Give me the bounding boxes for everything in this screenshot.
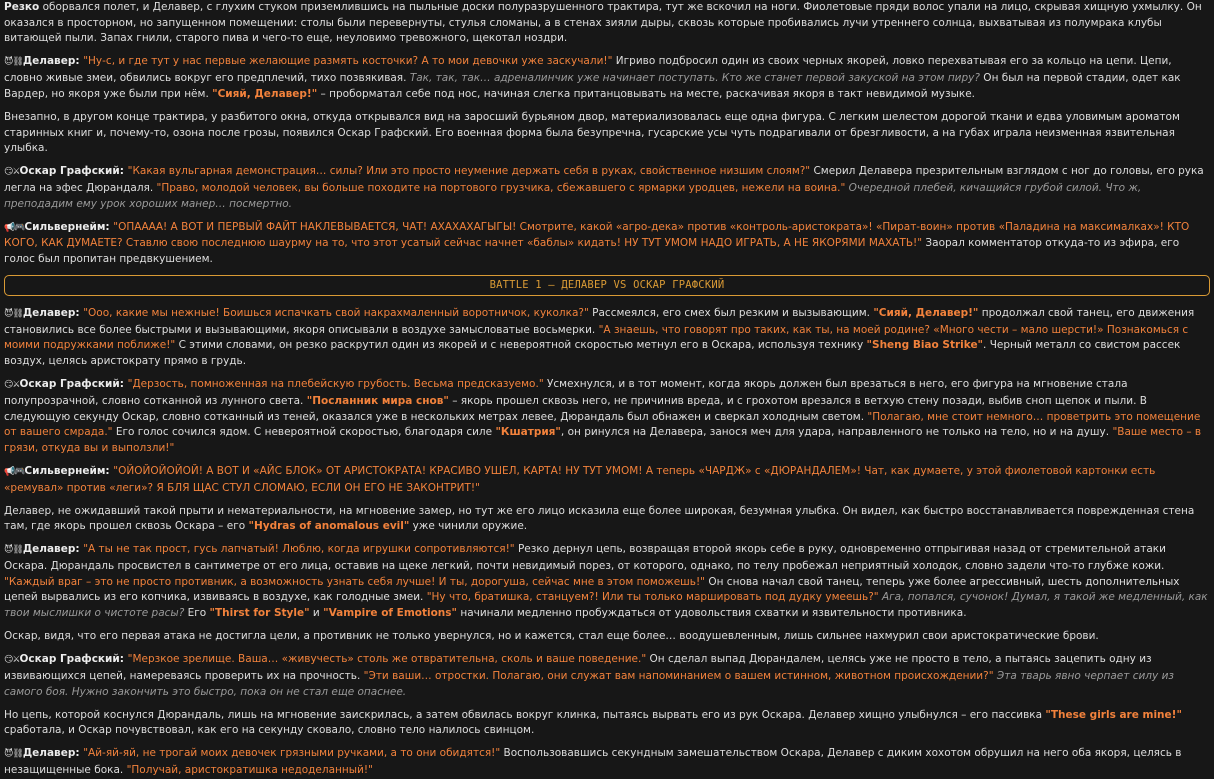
speaker-name: Оскар Графский:	[19, 653, 128, 666]
narration-text: уже чинили оружие.	[409, 520, 528, 533]
narration-text: и	[309, 607, 324, 620]
narration-text: Рассмеялся, его смех был резким и вызывающим.	[588, 307, 874, 320]
dialogue-quote: "Право, молодой человек, вы больше походите на портового грузчика, сбежавшего с ярмарки уродцев, нежели на воина."	[156, 181, 846, 194]
character-emoji-icon: 😏⚔	[4, 655, 20, 666]
character-emoji-icon: 😈⛓	[4, 749, 23, 760]
inner-thought: Ага, попался, сучонок! Думал, я такой же медленный, как твои мыслишки о чистоте расы?	[4, 591, 1208, 620]
ability-name: "Сияй, Делавер!"	[873, 307, 979, 320]
story-paragraph	[4, 708, 1210, 739]
character-emoji-icon: 😈⛓	[4, 57, 23, 68]
narration-text: С этими словами, он резко раскрутил один из якорей и с невероятной скоростью метнул его в Оскара, используя технику	[175, 339, 867, 352]
narration-text: Но цепь, которой коснулся Дюрандаль, лишь на мгновение заискрилась, а затем обвилась вокруг клинка, пытаясь вырвать его из рук Оскара. Делавер хищно улыбнулся – его пассивка	[4, 708, 1046, 721]
narration-text: Он сделал выпад Дюрандалем, целясь уже не просто в тело, а пытаясь зацепить одну из извивающихся цепей, намереваясь проверить их на прочность.	[4, 653, 1152, 682]
narration-text: Делавер, не ожидавший такой прыти и нематериальности, на мгновение замер, но тут же его лицо исказила еще более широкая, безумная улыбка. Он видел, как быстро восстанавливается поврежденная стена там, где якорь прошел сквозь Оскара – его	[4, 504, 1195, 533]
narration-text: , он ринулся на Делавера, занося меч для удара, направленного не только на тело, но и на душу.	[560, 426, 1113, 439]
story-paragraph	[4, 746, 1210, 778]
speaker-name: Делавер:	[22, 747, 84, 760]
narration-text: . Черный металл со свистом рассек воздух, целясь аристократу прямо в грудь.	[4, 339, 1181, 368]
speaker-name: Делавер:	[22, 55, 84, 68]
narration-text: Смерил Делавера презрительным взглядом с ног до головы, его рука легла на эфес Дюрандаля.	[4, 165, 1204, 194]
ability-name: "Thirst for Style"	[209, 607, 310, 620]
battle-banner: BATTLE 1 – ДЕЛАВЕР VS ОСКАР ГРАФСКИЙ	[4, 275, 1210, 296]
character-emoji-icon: 😏⚔	[4, 380, 20, 391]
inner-thought: Эта тварь явно черпает силу из самого боя. Нужно закончить это быстро, пока он не стал еще опаснее.	[4, 669, 1174, 698]
narration-text: Воспользовавшись секундным замешательством Оскара, Делавер с диким хохотом обрушил на него оба якоря, целясь в незащищенные бока.	[4, 747, 1182, 776]
inner-thought: Так, так, так… адреналинчик уже начинает поступать. Кто же станет первой закуской на этом пиру?	[409, 72, 980, 85]
dialogue-quote: "Мерзкое зрелище. Ваша… «живучесть» столь же отвратительна, сколь и ваше поведение."	[127, 653, 647, 666]
speaker-name: Резко	[4, 1, 40, 13]
dialogue-quote: "А ты не так прост, гусь лапчатый! Люблю, когда игрушки сопротивляются!"	[83, 543, 515, 556]
narration-text: – проборматал себе под нос, начиная слегка пританцовывать на месте, раскачивая якоря в такт невидимой музыке.	[317, 87, 976, 100]
story-paragraph	[4, 542, 1210, 622]
narration-text: сработала, и Оскар почувствовал, как его на секунду сковало, словно тело налилось свинцом.	[4, 724, 535, 737]
ability-name: "These girls are mine!"	[1045, 708, 1182, 721]
story-paragraph	[4, 164, 1210, 212]
ability-name: "Кшатрия"	[495, 426, 561, 439]
story-paragraph	[4, 652, 1210, 700]
narration-text: Заорал комментатор откуда-то из эфира, его голос был пропитан предвкушением.	[4, 237, 1180, 266]
story-paragraph	[4, 54, 1210, 102]
story-paragraph	[4, 306, 1210, 370]
dialogue-quote: "Каждый враг – это не просто противник, а возможность узнать себя лучше! И ты, дорогуша, сейчас мне в этом поможешь!"	[4, 575, 705, 588]
dialogue-quote: "А знаешь, что говорят про таких, как ты, на моей родине? «Много чести – мало шерсти!» Познакомься с моими подружками поближе!"	[4, 323, 1189, 352]
narration-text: Его	[184, 607, 210, 620]
ability-name: "Сияй, Делавер!"	[212, 87, 318, 100]
speaker-name: Сильвернейм:	[24, 464, 114, 477]
story-paragraph	[4, 629, 1210, 645]
narration-text: Оскар, видя, что его первая атака не достигла цели, а противник не только увернулся, но и кажется, стал еще более… воодушевленным, лишь сильнее нахмурил свои аристократические брови.	[4, 630, 1099, 643]
dialogue-quote: "Дерзость, помноженная на плебейскую грубость. Весьма предсказуемо."	[127, 378, 544, 391]
speaker-name: Оскар Графский:	[19, 378, 128, 391]
speaker-name: Делавер:	[22, 543, 84, 556]
ability-name: "Sheng Biao Strike"	[866, 339, 984, 352]
dialogue-quote: "Ваше место – в грязи, откуда вы и выползли!"	[4, 426, 1202, 454]
speaker-name: Сильвернейм:	[24, 220, 114, 233]
dialogue-quote: "Эти ваши… отростки. Полагаю, они служат вам напоминанием о вашем истинном, животном происхождении?"	[363, 669, 994, 682]
inner-thought: Очередной плебей, кичащийся грубой силой. Что ж, преподадим ему урок хороших манер… посмертно.	[4, 181, 1142, 210]
narration-text: продолжал свой танец, его движения становились все более быстрыми и вызывающими, якоря описывали в воздухе замысловатые восьмерки.	[4, 307, 1195, 336]
dialogue-quote: "Ай-яй-яй, не трогай моих девочек грязными ручками, а то они обидятся!"	[83, 747, 501, 760]
dialogue-quote: "ОПАААА! А ВОТ И ПЕРВЫЙ ФАЙТ НАКЛЕВЫВАЕТСЯ, ЧАТ! АХАХАХАГЫГЫ! Смотрите, какой «агро-дека» против «контроль-аристократа»! «Пират-воин» против «Паладина на максималках»! КТО КОГО, КАК ДУМАЕТЕ? Ставлю свою последнюю шаурму на то, что этот усатый сейчас начнет «баблы» кидать! НУ ТУТ УМОМ НАДО ИГРАТЬ, А НЕ ЯКОРЯМИ МАХАТЬ!"	[4, 220, 1190, 250]
story-paragraph	[4, 464, 1210, 496]
narration-text: Резко дернул цепь, возвращая второй якорь себе в руку, одновременно отпрыгивая назад от стремительной атаки Оскара. Дюрандаль просвистел в сантиметре от его лица, оставив на щеке легкий, почти невидимый порез, от которого, однако, по телу пробежал неприятный холодок, словно задели что-то глубже кожи.	[4, 543, 1166, 573]
dialogue-quote: "Какая вульгарная демонстрация… силы? Или это просто неумение держать себя в руках, свойственное низшим слоям?"	[127, 165, 811, 178]
narration-text: Его голос сочился ядом. С невероятной скоростью, благодаря силе	[112, 426, 496, 439]
story-paragraph	[4, 110, 1210, 157]
story-paragraph	[4, 0, 1210, 47]
story-paragraph	[4, 504, 1210, 535]
character-emoji-icon: 😈⛓	[4, 545, 23, 556]
ability-name: "Hydras of anomalous evil"	[248, 520, 410, 533]
story-paragraph	[4, 377, 1210, 457]
dialogue-quote: "Ну что, братишка, станцуем?! Или ты только маршировать под дудку умеешь?"	[426, 591, 879, 604]
character-emoji-icon: 📢🎮	[4, 466, 25, 477]
narration-text: оборвался полет, и Делавер, с глухим стуком приземлившись на пыльные доски полуразрушенного трактира, тут же вскочил на ноги. Фиолетовые пряди волос упали на лицо, скрывая хищную ухмылку. Он оказался в просторном, но запущенном помещении: столы были перевернуты, стулья сломаны, а в стенах зияли дыры, сквозь которые пробивались лучи утреннего солнца, выхватывая из полумрака клубы витающей пыли. Запах гнили, старого пива и чего-то еще, неуловимо тревожного, щекотал ноздри.	[4, 1, 1202, 45]
character-emoji-icon: 😏⚔	[4, 167, 20, 178]
ability-name: "Посланник мира снов"	[306, 394, 449, 407]
narration-text: начинали медленно пробуждаться от удовольствия схватки и язвительности противника.	[457, 607, 967, 620]
character-emoji-icon: 😈⛓	[4, 309, 23, 320]
narration-text: Он был на первой стадии, одет как Вардер, но якоря уже были при нём.	[4, 72, 1181, 100]
narration-text: Он снова начал свой танец, теперь уже более агрессивный, шесть дополнительных цепей вырвались из его копчика, извиваясь в воздухе, как голодные змеи.	[4, 575, 1180, 604]
dialogue-quote: "Полагаю, мне стоит немного… проветрить это помещение от вашего смрада."	[4, 410, 1201, 439]
dialogue-quote: "Ну-с, и где тут у нас первые желающие размять косточки? А то мои девочки уже заскучали!"	[83, 55, 613, 68]
narration-text: – якорь прошел сквозь него, не причинив вреда, и с грохотом врезался в ветхую стену позади, выбив сноп щепок и пыли. В следующую секунду Оскар, словно сотканный из теней, оказался уже в нескольких метрах левее, Дюрандаль был обнажен и сверкал холодным светом.	[4, 394, 1147, 423]
speaker-name: Оскар Графский:	[19, 165, 128, 178]
dialogue-quote: "Получай, аристократишка недоделанный!"	[126, 763, 373, 776]
dialogue-quote: "ОЙОЙОЙОЙОЙ! А ВОТ И «АЙС БЛОК» ОТ АРИСТОКРАТА! КРАСИВО УШЕЛ, КАРТА! НУ ТУТ УМОМ! А теперь «ЧАРДЖ» с «ДЮРАНДАЛЕМ»! Чат, как думаете, у этой фиолетовой картонки есть «ремувал» против «леги»? Я БЛЯ ЩАС СТУЛ СЛОМАЮ, ЕСЛИ ОН ЕГО НЕ ЗАКОНТРИТ!"	[4, 464, 1156, 494]
narration-text: Усмехнулся, и в тот момент, когда якорь должен был врезаться в него, его фигура на мгновение стала полупрозрачной, словно сотканной из лунного света.	[4, 378, 1128, 407]
ability-name: "Vampire of Emotions"	[323, 607, 458, 620]
narration-text: Внезапно, в другом конце трактира, у разбитого окна, откуда открывался вид на заросший бурьяном двор, материализовалась еще одна фигура. С легким шелестом дорогой ткани и едва уловимым ароматом старинных книг и, почему-то, озона после грозы, появился Оскар Графский. Его военная форма была безупречна, гусарские усы чуть подрагивали от брезгливости, а на губах играла неизменная язвительная улыбка.	[4, 110, 1180, 155]
narration-text: Игриво подбросил один из своих черных якорей, ловко перехватывая его за кольцо на цепи. Цепи, словно живые змеи, обвились вокруг его предплечий, тихо позвякивая.	[4, 55, 1172, 85]
dialogue-quote: "Ооо, какие мы нежные! Боишься испачкать свой накрахмаленный воротничок, куколка?"	[83, 307, 589, 320]
story-paragraph	[4, 220, 1210, 268]
speaker-name: Делавер:	[22, 307, 84, 320]
character-emoji-icon: 📢🎮	[4, 222, 25, 233]
